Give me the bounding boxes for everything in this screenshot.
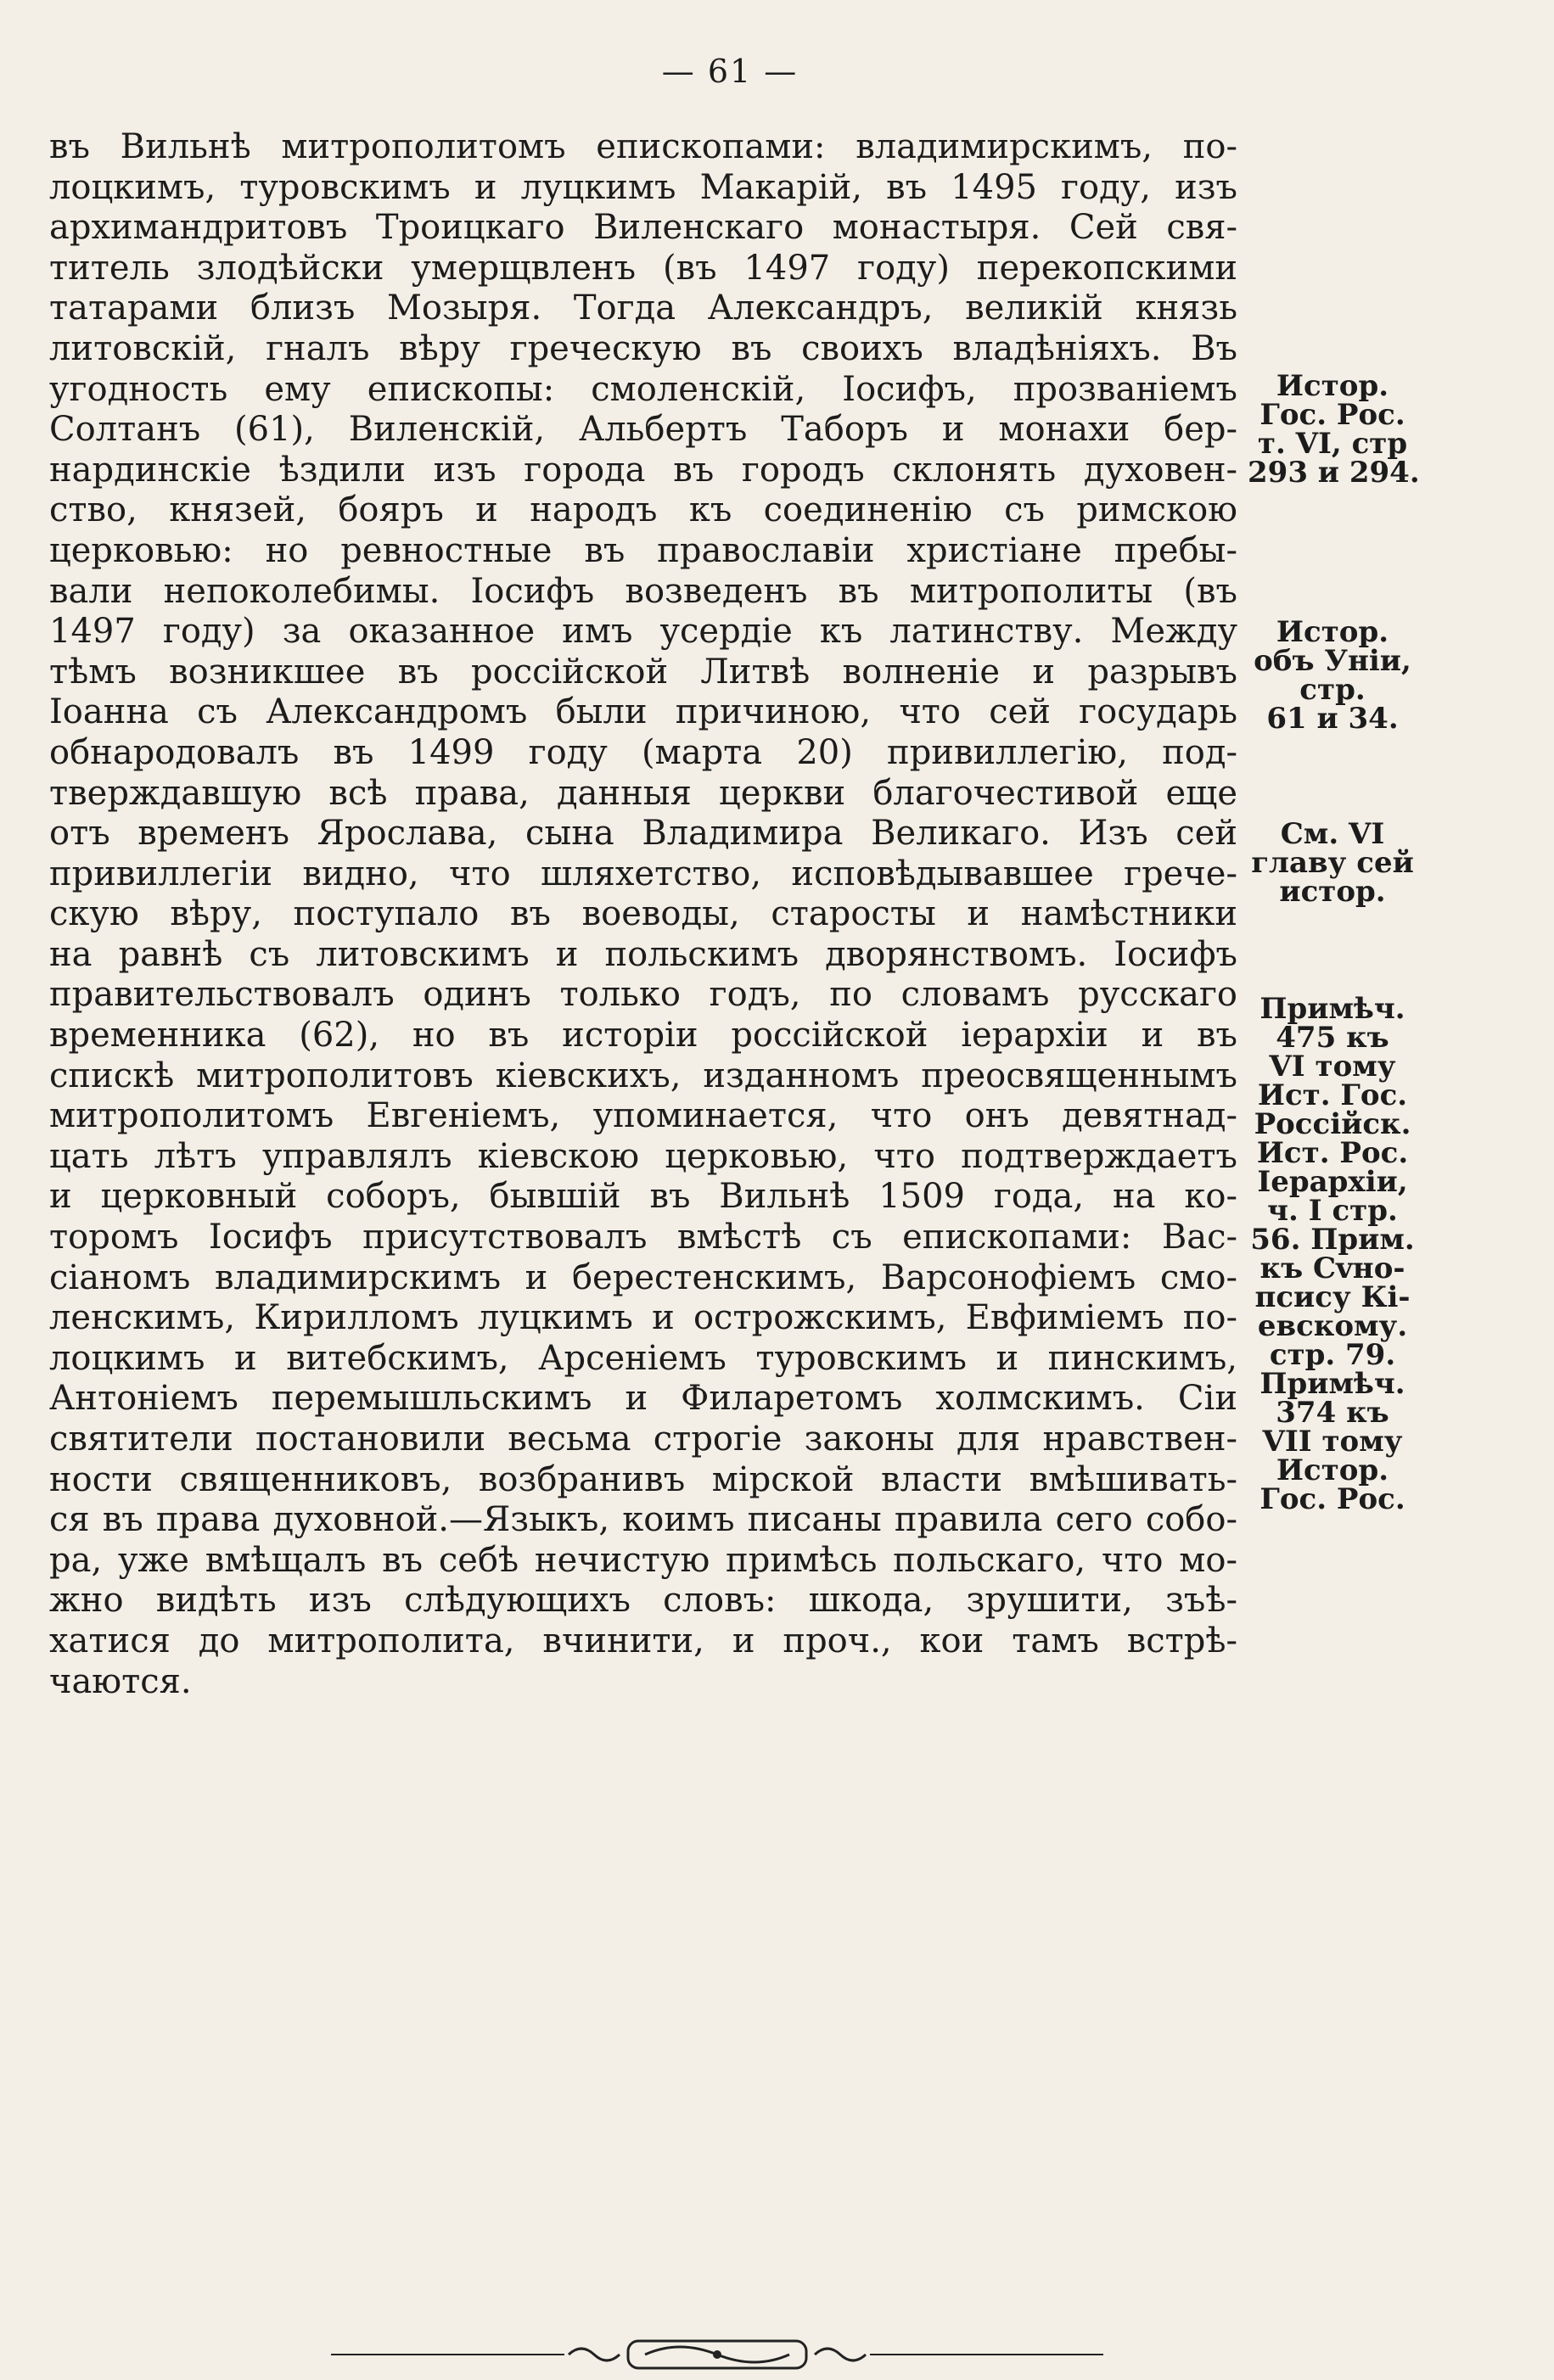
text-line: нардинскіе ѣздили изъ города въ городъ склонять духовен- xyxy=(49,450,1237,490)
text-line: въ Вильнѣ митрополитомъ епископами: владимирскимъ, по- xyxy=(49,127,1237,166)
margin-note-line: Истор. xyxy=(1276,369,1389,403)
text-line: митрополитомъ Евгеніемъ, упоминается, что онъ девятнад- xyxy=(49,1096,1237,1136)
margin-note-line: 293 и 294. xyxy=(1248,456,1420,490)
margin-note-line: См. VI xyxy=(1280,817,1385,851)
text-line: хатися до митрополита, вчинити, и проч., кои тамъ встрѣ- xyxy=(49,1621,1237,1660)
margin-note-line: Россійск. xyxy=(1254,1107,1411,1141)
text-line: ности священниковъ, возбранивъ мірской власти вмѣшивать- xyxy=(49,1459,1237,1499)
text-line: правительствовалъ одинъ только годъ, по словамъ русскаго xyxy=(49,975,1237,1015)
margin-note-line: Іерархіи, xyxy=(1257,1165,1408,1199)
text-line: ра, уже вмѣщалъ въ себѣ нечистую примѣсь польскаго, что мо- xyxy=(49,1540,1237,1580)
text-line: вали непоколебимы. Іосифъ возведенъ въ митрополиты (въ xyxy=(49,571,1237,611)
text-line: татарами близъ Мозыря. Тогда Александръ, великій князь xyxy=(49,288,1237,328)
text-line: титель злодѣйски умерщвленъ (въ 1497 году) перекопскими xyxy=(49,248,1237,288)
margin-note-line: истор. xyxy=(1279,875,1386,909)
margin-note-3 xyxy=(1248,817,1417,909)
margin-note-2 xyxy=(1248,615,1417,736)
margin-note-line: Ист. Гос. xyxy=(1257,1078,1408,1112)
text-line: Іоанна съ Александромъ были причиною, что сей государь xyxy=(49,692,1237,732)
ornament-divider xyxy=(323,2329,1112,2380)
text-line: тѣмъ возникшее въ россійской Литвѣ волненіе и разрывъ xyxy=(49,652,1237,692)
text-line: привиллегіи видно, что шляхетство, исповѣдывавшее грече- xyxy=(49,854,1237,893)
text-line: литовскій, гналъ вѣру греческую въ своихъ владѣніяхъ. Въ xyxy=(49,328,1237,368)
text-line: угодность ему епископы: смоленскій, Іосифъ, прозваніемъ xyxy=(49,369,1237,409)
margin-note-line: т. VI, стр xyxy=(1257,427,1408,461)
text-line: церковью: но ревностные въ православіи христіане пребы- xyxy=(49,530,1237,570)
margin-note-line: евскому. xyxy=(1257,1309,1408,1343)
text-line: ство, князей, бояръ и народъ къ соединенію съ римскою xyxy=(49,490,1237,530)
text-line: Солтанъ (61), Виленскій, Альбертъ Таборъ и монахи бер- xyxy=(49,410,1237,450)
margin-note-line: къ Сvно- xyxy=(1259,1252,1405,1285)
margin-note-1 xyxy=(1248,369,1420,490)
text-line: архимандритовъ Троицкаго Виленскаго монастыря. Сей свя- xyxy=(49,208,1237,248)
margin-note-line: Ист. Рос. xyxy=(1256,1136,1409,1170)
text-line: лоцкимъ и витебскимъ, Арсеніемъ туровскимъ и пинскимъ, xyxy=(49,1338,1237,1378)
text-line: обнародовалъ въ 1499 году (марта 20) привиллегію, под- xyxy=(49,732,1237,772)
margin-note-line: стр. xyxy=(1299,673,1366,707)
text-line: торомъ Іосифъ присутствовалъ вмѣстѣ съ епископами: Вас- xyxy=(49,1218,1237,1257)
text-line: тверждавшую всѣ права, данныя церкви благочестивой еще xyxy=(49,773,1237,813)
text-line: и церковный соборъ, бывшій въ Вильнѣ 1509 года, на ко- xyxy=(49,1177,1237,1217)
text-line: святители постановили весьма строгіе законы для нравствен- xyxy=(49,1420,1237,1459)
page-number: — 61 — xyxy=(661,53,799,90)
margin-note-line: Примѣч. xyxy=(1259,992,1405,1026)
text-line: ся въ права духовной.—Языкъ, коимъ писаны правила сего собо- xyxy=(49,1500,1237,1540)
margin-note-line: псису Кі- xyxy=(1254,1280,1411,1314)
text-line: на равнѣ съ литовскимъ и польскимъ дворянствомъ. Іосифъ xyxy=(49,934,1237,974)
text-line: ленскимъ, Кирилломъ луцкимъ и острожскимъ, Евфиміемъ по- xyxy=(49,1298,1237,1338)
margin-note-line: 475 къ xyxy=(1276,1021,1389,1055)
text-line: чаются. xyxy=(49,1661,192,1701)
margin-note-line: 56. Прим. xyxy=(1250,1223,1415,1257)
text-line: временника (62), но въ исторіи россійской іерархіи и въ xyxy=(49,1016,1237,1056)
margin-note-line: 61 и 34. xyxy=(1266,702,1399,736)
text-line: жно видѣть изъ слѣдующихъ словъ: шкода, зрушити, зъѣ- xyxy=(49,1581,1237,1621)
text-line: 1497 году) за оказанное имъ усердіе къ латинству. Между xyxy=(49,612,1237,652)
margin-note-line: объ Уніи, xyxy=(1254,644,1411,678)
margin-note-line: Гос. Рос. xyxy=(1259,398,1405,432)
margin-note-line: VII тому xyxy=(1262,1425,1403,1459)
text-line: лоцкимъ, туровскимъ и луцкимъ Макарій, въ 1495 году, изъ xyxy=(49,167,1237,207)
text-line: Антоніемъ перемышльскимъ и Филаретомъ холмскимъ. Сіи xyxy=(49,1379,1237,1419)
margin-note-line: Истор. xyxy=(1276,1453,1389,1487)
margin-note-line: Истор. xyxy=(1276,615,1389,649)
margin-note-line: Примѣч. xyxy=(1259,1367,1405,1401)
margin-note-line: Гос. Рос. xyxy=(1259,1482,1405,1516)
text-line: скую вѣру, поступало въ воеводы, старосты и намѣстники xyxy=(49,894,1237,934)
margin-note-line: VI тому xyxy=(1269,1050,1396,1084)
margin-note-line: главу сей xyxy=(1251,846,1414,880)
text-line: цать лѣтъ управлялъ кіевскою церковью, что подтверждаетъ xyxy=(49,1136,1237,1176)
margin-note-line: 374 къ xyxy=(1276,1396,1389,1430)
text-line: отъ временъ Ярослава, сына Владимира Великаго. Изъ сей xyxy=(49,814,1237,854)
margin-note-line: стр. 79. xyxy=(1269,1338,1396,1372)
text-line: сіаномъ владимирскимъ и берестенскимъ, Варсонофіемъ смо- xyxy=(49,1257,1237,1297)
margin-note-4 xyxy=(1248,994,1417,1514)
main-text xyxy=(49,127,1237,1702)
margin-note-line: ч. I стр. xyxy=(1267,1194,1398,1228)
text-line: спискѣ митрополитовъ кіевскихъ, изданномъ преосвященнымъ xyxy=(49,1056,1237,1095)
